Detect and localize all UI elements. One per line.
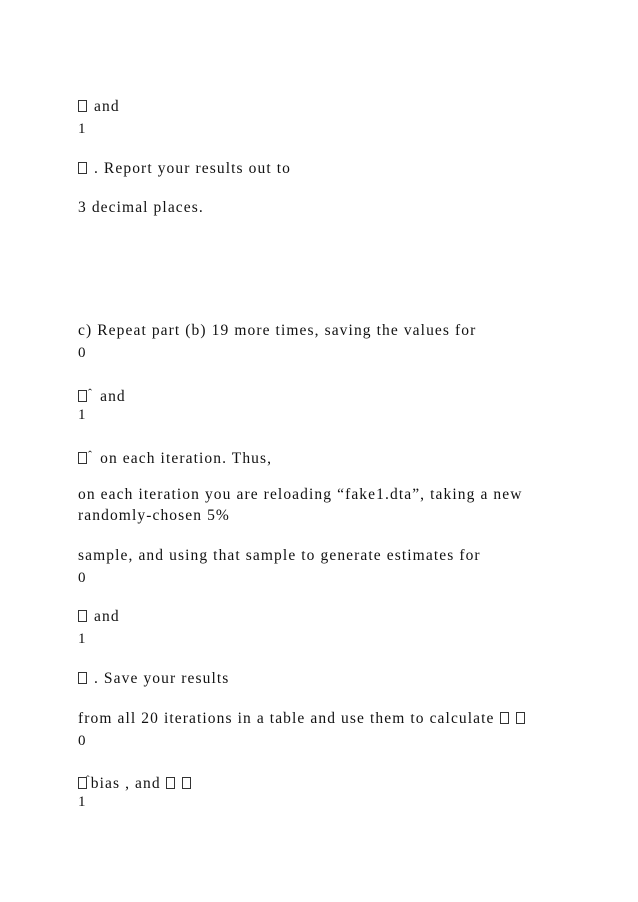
text-fragment: . Save your results bbox=[93, 670, 230, 687]
missing-glyph-icon bbox=[166, 777, 175, 789]
subscript-line: 0 bbox=[78, 733, 86, 749]
hat-accent: ˆ bbox=[88, 448, 94, 462]
text-line bbox=[78, 710, 527, 728]
missing-glyph-icon bbox=[78, 452, 87, 464]
text-line bbox=[78, 608, 120, 626]
text-fragment: bias , and bbox=[90, 775, 161, 792]
missing-glyph-icon bbox=[500, 712, 509, 724]
subscript-line: 1 bbox=[78, 121, 86, 137]
missing-glyph-icon bbox=[78, 390, 87, 402]
missing-glyph-icon bbox=[78, 100, 87, 112]
text-line: randomly-chosen 5% bbox=[78, 507, 230, 524]
text-fragment: on each iteration. Thus, bbox=[100, 450, 273, 467]
subscript-line: 1 bbox=[78, 407, 86, 423]
hat-accent: ˆ bbox=[86, 774, 91, 786]
text-line bbox=[78, 384, 126, 406]
text-line bbox=[78, 160, 291, 178]
text-fragment: from all 20 iterations in a table and use them to calculate bbox=[78, 710, 495, 727]
text-fragment: and bbox=[93, 608, 120, 625]
text-fragment: and bbox=[93, 98, 120, 115]
text-line bbox=[78, 446, 272, 468]
subscript-line: 1 bbox=[78, 794, 86, 810]
hat-accent: ˆ bbox=[88, 386, 94, 400]
subscript-line: 1 bbox=[78, 631, 86, 647]
text-line: 3 decimal places. bbox=[78, 199, 204, 216]
text-fragment: and bbox=[100, 388, 126, 405]
text-fragment: . Report your results out to bbox=[93, 160, 291, 177]
text-line: on each iteration you are reloading “fake1.dta”, taking a new bbox=[78, 486, 523, 503]
subscript-line: 0 bbox=[78, 570, 86, 586]
text-line bbox=[78, 670, 229, 688]
missing-glyph-icon bbox=[78, 162, 87, 174]
text-line bbox=[78, 98, 120, 116]
missing-glyph-icon bbox=[182, 777, 191, 789]
text-line: sample, and using that sample to generate estimates for bbox=[78, 547, 481, 564]
text-line: c) Repeat part (b) 19 more times, saving the values for bbox=[78, 322, 477, 339]
text-line bbox=[78, 771, 193, 793]
missing-glyph-icon bbox=[78, 610, 87, 622]
missing-glyph-icon bbox=[516, 712, 525, 724]
subscript-line: 0 bbox=[78, 345, 86, 361]
missing-glyph-icon bbox=[78, 672, 87, 684]
